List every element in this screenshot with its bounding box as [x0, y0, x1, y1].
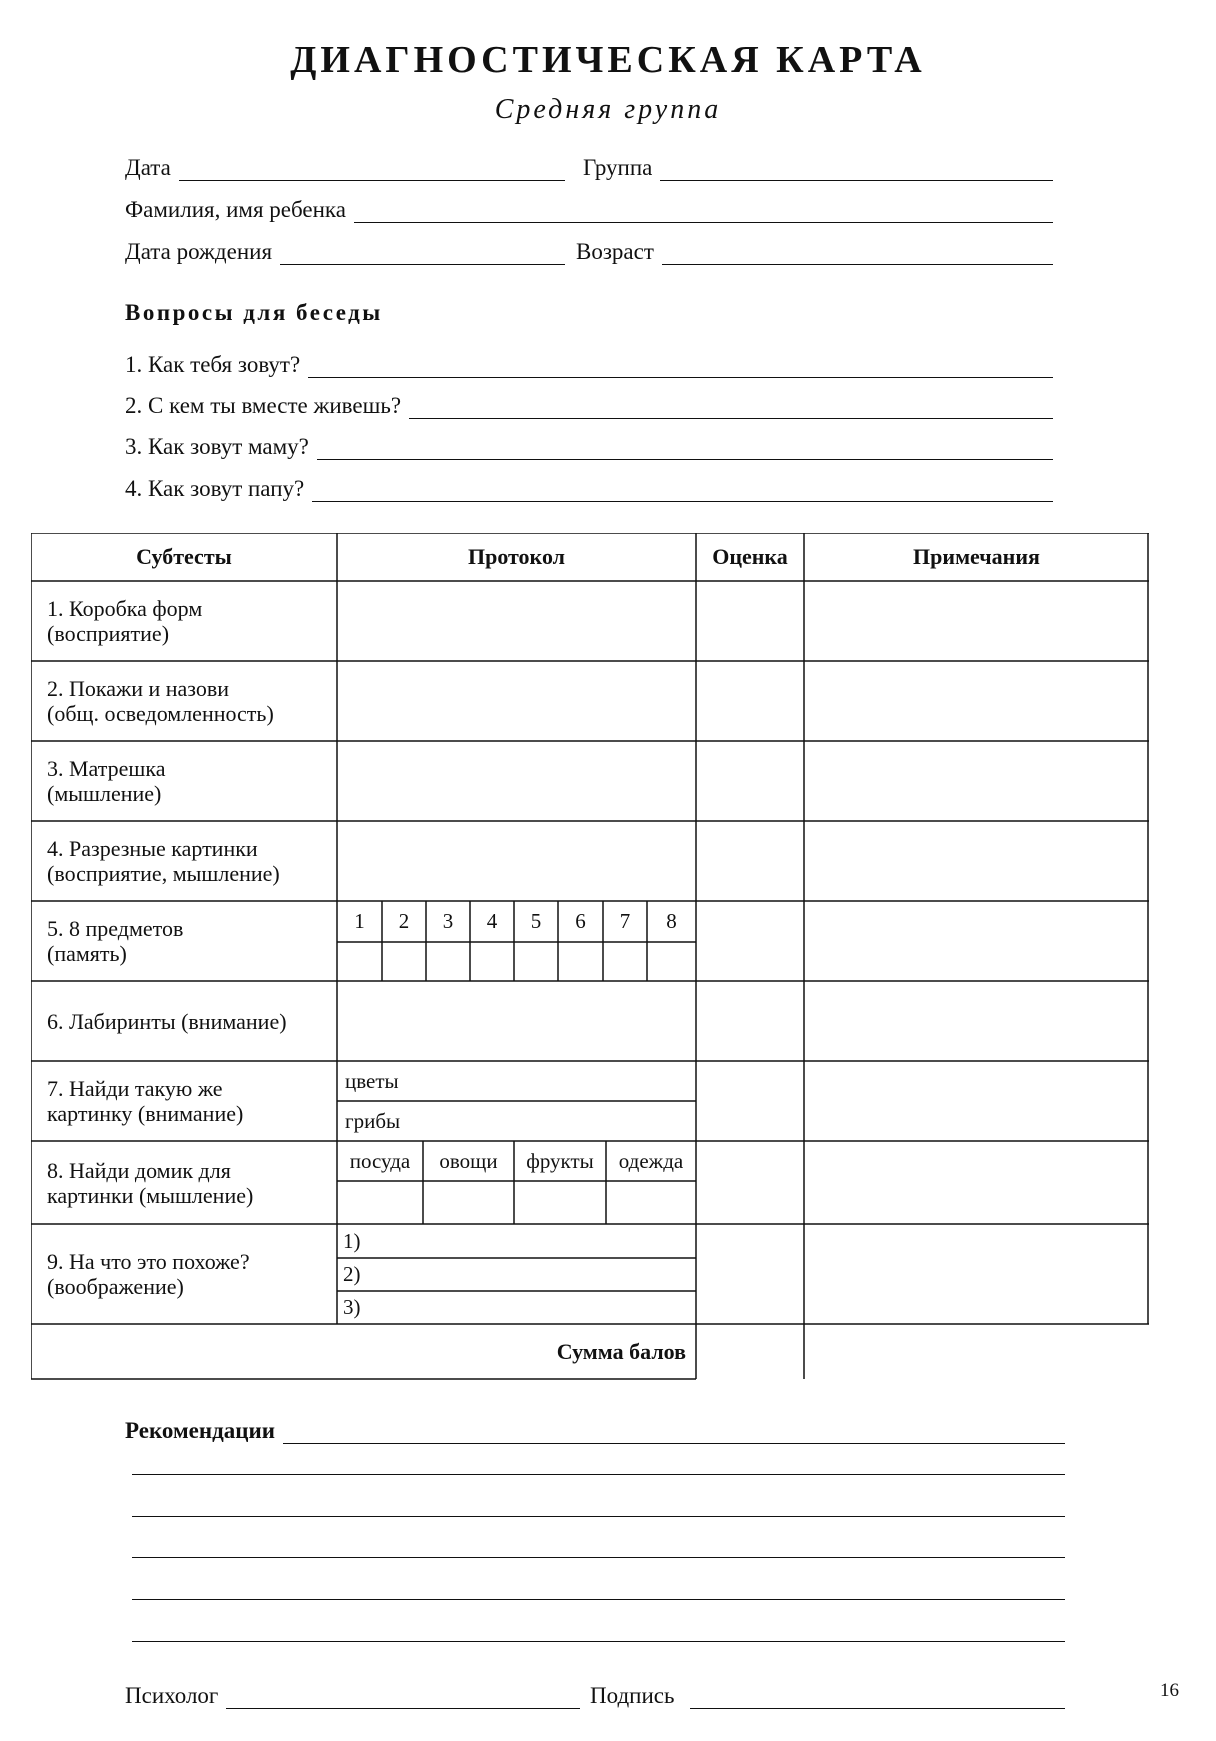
- category-fruits: фрукты: [526, 1148, 594, 1173]
- subtest-name: 4. Разрезные картинки: [47, 836, 258, 861]
- imagination-item: 3): [343, 1295, 361, 1319]
- subtest-labyrinths: [31, 981, 337, 1061]
- subtest-skill: картинку (внимание): [47, 1101, 244, 1126]
- date-label: Дата: [125, 155, 171, 180]
- subtest-skill: (мышление): [47, 781, 162, 806]
- subtest-show-and-name: [31, 661, 337, 741]
- birth-date-field: [125, 239, 565, 265]
- psychologist-label: Психолог: [125, 1683, 219, 1708]
- recommendations-field: [125, 1418, 1065, 1444]
- age-input-line[interactable]: [662, 242, 1053, 265]
- birth-date-label: Дата рождения: [125, 239, 273, 264]
- memory-item-number: 8: [666, 909, 677, 933]
- subtest-skill: (восприятие): [47, 621, 170, 646]
- category-clothes: одежда: [618, 1148, 684, 1173]
- date-field: [125, 155, 565, 181]
- psychologist-field: [125, 1683, 580, 1709]
- subtest-skill: (воображение): [47, 1274, 184, 1299]
- category-dishes: посуда: [349, 1148, 411, 1173]
- subtest-eight-items: [31, 901, 337, 981]
- memory-item-number: 3: [442, 909, 454, 933]
- memory-item-number: 6: [575, 909, 586, 933]
- recommendations-line[interactable]: [132, 1641, 1065, 1642]
- question-label: 4. Как зовут папу?: [125, 476, 305, 501]
- answer-input-line[interactable]: [317, 437, 1053, 460]
- subtest-skill: (восприятие, мышление): [47, 861, 280, 886]
- subtest-name: 3. Матрешка: [47, 756, 166, 781]
- question-row: [125, 352, 1053, 378]
- subtest-find-house: [31, 1141, 337, 1224]
- subtest-skill: (память): [47, 941, 127, 966]
- group-label: Группа: [583, 155, 653, 180]
- recommendations-line[interactable]: [132, 1599, 1065, 1600]
- recommendations-line[interactable]: [132, 1516, 1065, 1517]
- subtest-name: 6. Лабиринты (внимание): [47, 1008, 287, 1034]
- subtest-find-same: [31, 1061, 337, 1141]
- subtest-name: 5. 8 предметов: [47, 916, 184, 941]
- age-field: [576, 239, 1053, 265]
- recommendations-line[interactable]: [132, 1474, 1065, 1475]
- header-score: Оценка: [712, 544, 788, 569]
- answer-input-line[interactable]: [409, 396, 1053, 419]
- recommendations-label: Рекомендации: [125, 1418, 275, 1443]
- date-input-line[interactable]: [179, 158, 565, 181]
- question-row: [125, 476, 1053, 502]
- question-row: [125, 434, 1053, 460]
- child-name-field: [125, 197, 1053, 223]
- subtest-name: 9. На что это похоже?: [47, 1249, 250, 1274]
- attention-item-mushrooms: грибы: [345, 1108, 401, 1133]
- recommendations-line[interactable]: [132, 1557, 1065, 1558]
- answer-input-line[interactable]: [312, 479, 1053, 502]
- age-label: Возраст: [576, 239, 654, 264]
- memory-item-number: 7: [619, 909, 631, 933]
- category-vegetables: овощи: [439, 1148, 498, 1173]
- question-row: [125, 393, 1053, 419]
- subtest-what-it-looks-like: [31, 1224, 337, 1324]
- signature-label: Подпись: [590, 1683, 675, 1708]
- imagination-item: 1): [343, 1228, 361, 1253]
- subtest-name: 1. Коробка форм: [47, 596, 203, 621]
- memory-item-number: 2: [398, 909, 410, 933]
- subtest-matryoshka: [31, 741, 337, 821]
- psychologist-input-line[interactable]: [226, 1686, 580, 1709]
- answer-input-line[interactable]: [308, 355, 1053, 378]
- question-label: 3. Как зовут маму?: [125, 434, 309, 459]
- header-subtests: Субтесты: [136, 544, 232, 569]
- group-input-line[interactable]: [660, 158, 1053, 181]
- child-name-input-line[interactable]: [354, 200, 1053, 223]
- page-subtitle: Средняя группа: [494, 94, 722, 125]
- signature-input-line[interactable]: [690, 1686, 1065, 1709]
- memory-item-number: 5: [530, 909, 542, 933]
- subtest-cut-pictures: [31, 821, 337, 901]
- memory-item-number: 4: [486, 909, 498, 933]
- subtest-name: 7. Найди такую же: [47, 1076, 223, 1101]
- memory-item-number: 1: [354, 909, 365, 933]
- question-label: 1. Как тебя зовут?: [125, 352, 301, 377]
- header-notes: Примечания: [913, 544, 1040, 569]
- recommendations-input-line[interactable]: [283, 1421, 1065, 1444]
- group-field: [583, 155, 1053, 181]
- signature-field: [590, 1683, 1065, 1709]
- birth-date-input-line[interactable]: [280, 242, 565, 265]
- subtest-shape-box: [31, 581, 337, 661]
- subtest-skill: (общ. осведомленность): [47, 701, 274, 726]
- page-number: 16: [1160, 1680, 1179, 1701]
- subtest-name: 2. Покажи и назови: [47, 676, 230, 701]
- page-title: ДИАГНОСТИЧЕСКАЯ КАРТА: [290, 39, 926, 81]
- child-name-label: Фамилия, имя ребенка: [125, 197, 346, 222]
- question-label: 2. С кем ты вместе живешь?: [125, 393, 402, 418]
- subtest-name: 8. Найди домик для: [47, 1157, 231, 1183]
- sum-score-cell[interactable]: [696, 1324, 804, 1379]
- header-protocol: Протокол: [467, 544, 565, 569]
- diagnostic-table: [31, 533, 1149, 1380]
- subtest-skill: картинки (мышление): [47, 1182, 254, 1208]
- attention-item-flowers: цветы: [345, 1068, 399, 1093]
- imagination-item: 2): [343, 1262, 361, 1286]
- sum-label: Сумма балов: [556, 1338, 686, 1364]
- interview-heading: Вопросы для беседы: [125, 300, 383, 325]
